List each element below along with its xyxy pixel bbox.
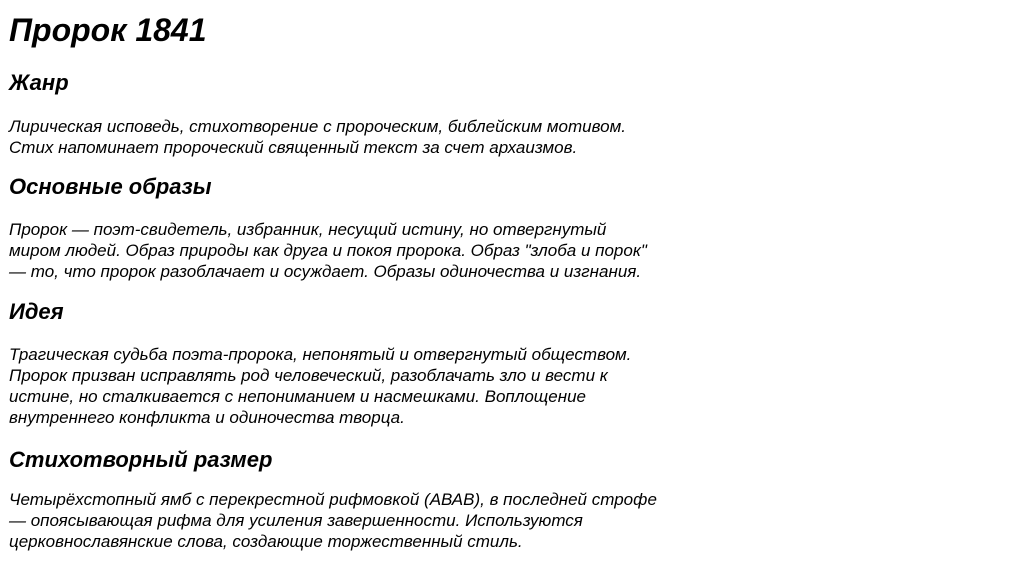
text-line: истине, но сталкивается с непониманием и насмешками. Воплощение xyxy=(9,387,586,406)
text-line: Лирическая исповедь, стихотворение с пророческим, библейским мотивом. xyxy=(9,117,626,136)
text-line: церковнославянские слова, создающие торжественный стиль. xyxy=(9,532,523,551)
section-heading-genre: Жанр xyxy=(9,70,69,95)
text-line: Пророк — поэт-свидетель, избранник, несущий истину, но отвергнутый xyxy=(9,220,607,239)
text-line: Трагическая судьба поэта-пророка, непонятый и отвергнутый обществом. xyxy=(9,345,632,364)
section-text-idea xyxy=(9,344,769,428)
section-text-genre xyxy=(9,116,769,158)
section-heading-meter: Стихотворный размер xyxy=(9,447,273,472)
text-line: внутреннего конфликта и одиночества творца. xyxy=(9,408,405,427)
page-title: Пророк 1841 xyxy=(9,12,207,48)
text-line: — опоясывающая рифма для усиления завершенности. Используются xyxy=(9,511,583,530)
section-text-meter xyxy=(9,489,769,552)
text-line: Пророк призван исправлять род человеческий, разоблачать зло и вести к xyxy=(9,366,608,385)
section-text-images xyxy=(9,219,769,282)
text-line: — то, что пророк разоблачает и осуждает. Образы одиночества и изгнания. xyxy=(9,262,642,281)
section-heading-images: Основные образы xyxy=(9,174,212,199)
text-line: Четырёхстопный ямб с перекрестной рифмовкой (АВАВ), в последней строфе xyxy=(9,490,657,509)
text-line: миром людей. Образ природы как друга и покоя пророка. Образ "злоба и порок" xyxy=(9,241,647,260)
section-heading-idea: Идея xyxy=(9,299,64,324)
text-line: Стих напоминает пророческий священный текст за счет архаизмов. xyxy=(9,138,578,157)
